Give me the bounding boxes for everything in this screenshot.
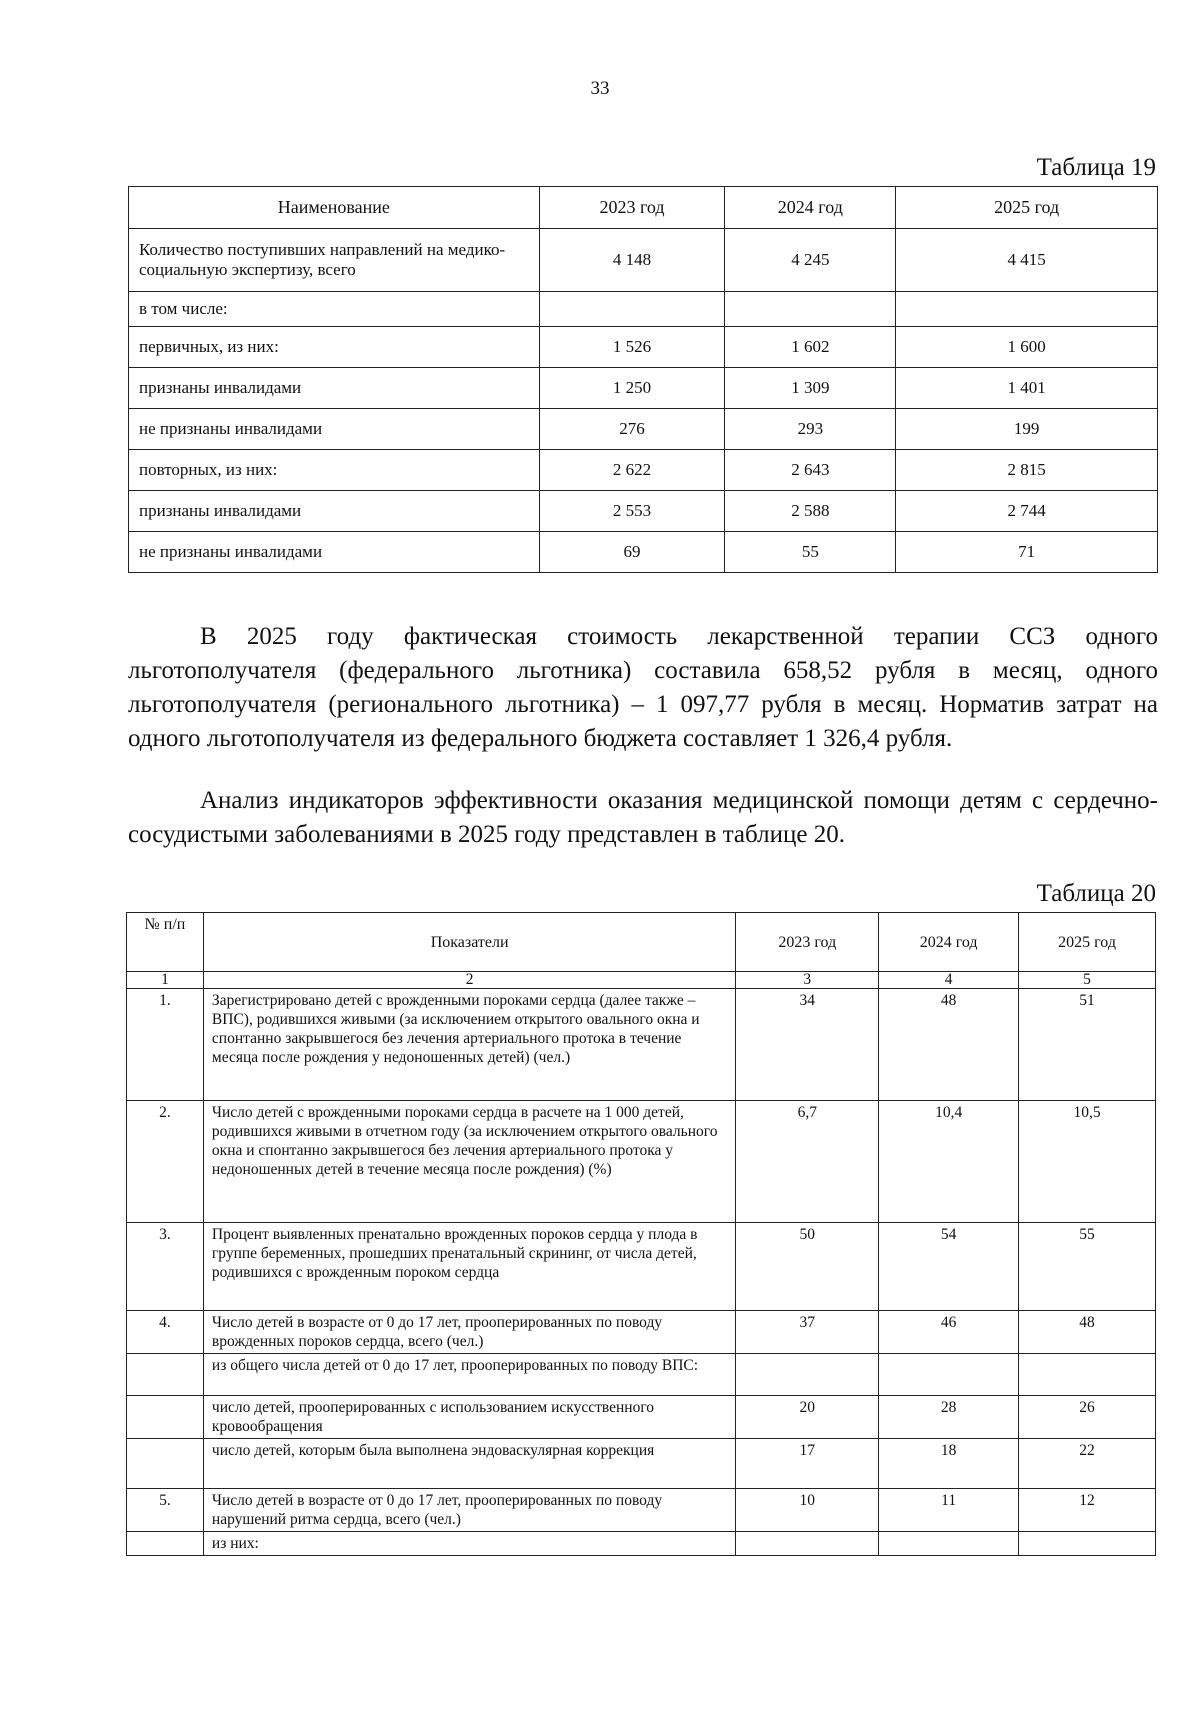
cell-2023 <box>539 292 725 327</box>
cell-2024: 55 <box>725 532 896 573</box>
cell-2025: 55 <box>1019 1223 1156 1311</box>
table-header-row <box>127 913 1156 972</box>
cell-2023 <box>736 1532 879 1556</box>
table-row <box>127 989 1156 1101</box>
cell-2025: 26 <box>1019 1396 1156 1439</box>
row-label: первичных, из них: <box>129 327 540 368</box>
cell-2023: 1 526 <box>539 327 725 368</box>
cell-2024: 2 643 <box>725 450 896 491</box>
header-2023: 2023 год <box>736 913 879 972</box>
table-header-row <box>129 187 1158 229</box>
header-2025: 2025 год <box>896 187 1158 229</box>
cell-2023: 34 <box>736 989 879 1101</box>
row-number: 1. <box>127 989 204 1101</box>
cell-2023: 37 <box>736 1311 879 1354</box>
cell-2023: 1 250 <box>539 368 725 409</box>
header-2023: 2023 год <box>539 187 725 229</box>
cell-2023: 2 622 <box>539 450 725 491</box>
cell-2023: 17 <box>736 1439 879 1489</box>
row-indicator: Число детей в возрасте от 0 до 17 лет, прооперированных по поводу нарушений ритма сердца, всего (чел.) <box>203 1489 735 1532</box>
table-row <box>127 1532 1156 1556</box>
cell-2025 <box>896 292 1158 327</box>
row-indicator: число детей, которым была выполнена эндоваскулярная коррекция <box>203 1439 735 1489</box>
row-indicator: Зарегистрировано детей с врожденными пороками сердца (далее также – ВПС), родившихся живыми (за исключением открытого овального окна и спонтанно закрывшегося без лечения артериального протока в течение месяца после рождения у недоношенных детей) (чел.) <box>203 989 735 1101</box>
row-label: не признаны инвалидами <box>129 409 540 450</box>
row-number <box>127 1439 204 1489</box>
cell-2023: 10 <box>736 1489 879 1532</box>
table-row <box>129 532 1158 573</box>
row-label: признаны инвалидами <box>129 491 540 532</box>
row-number: 4. <box>127 1311 204 1354</box>
row-indicator: Число детей в возрасте от 0 до 17 лет, прооперированных по поводу врожденных пороков сердца, всего (чел.) <box>203 1311 735 1354</box>
cell-2025 <box>1019 1354 1156 1396</box>
paragraph-drug-therapy-cost: В 2025 году фактическая стоимость лекарственной терапии ССЗ одного льготополучателя (федерального льготника) составила 658,52 рубля в месяц, одного льготополучателя (регионального льготника) – 1 097,77 рубля в месяц. Норматив затрат на одного льготополучателя из федерального бюджета составляет 1 326,4 рубля. <box>128 623 1158 752</box>
cell-2025: 71 <box>896 532 1158 573</box>
paragraph-indicators-intro: Анализ индикаторов эффективности оказания медицинской помощи детям с сердечно-сосудистыми заболеваниями в 2025 году представлен в таблице 20. <box>128 787 1158 848</box>
row-number <box>127 1354 204 1396</box>
column-index: 5 <box>1019 972 1156 989</box>
table-row <box>127 1101 1156 1223</box>
table-20-caption: Таблица 20 <box>1036 880 1156 907</box>
row-indicator: из общего числа детей от 0 до 17 лет, прооперированных по поводу ВПС: <box>203 1354 735 1396</box>
table-row <box>129 229 1158 292</box>
cell-2024: 48 <box>879 989 1019 1101</box>
cell-2025: 199 <box>896 409 1158 450</box>
cell-2025: 2 744 <box>896 491 1158 532</box>
table-row <box>129 368 1158 409</box>
row-number <box>127 1396 204 1439</box>
cell-2024: 2 588 <box>725 491 896 532</box>
row-label: Количество поступивших направлений на медико-социальную экспертизу, всего <box>129 229 540 292</box>
cell-2023: 20 <box>736 1396 879 1439</box>
cell-2024 <box>725 292 896 327</box>
cell-2025: 1 401 <box>896 368 1158 409</box>
cell-2024: 293 <box>725 409 896 450</box>
row-number: 5. <box>127 1489 204 1532</box>
cell-2023: 276 <box>539 409 725 450</box>
row-indicator: число детей, прооперированных с использованием искусственного кровообращения <box>203 1396 735 1439</box>
cell-2024: 54 <box>879 1223 1019 1311</box>
page-number: 33 <box>590 78 610 99</box>
row-indicator: Число детей с врожденными пороками сердца в расчете на 1 000 детей, родившихся живыми в отчетном году (за исключением открытого овального окна и спонтанно закрывшегося без лечения артериального протока у недоношенных детей в течение месяца после рождения) (%) <box>203 1101 735 1223</box>
cell-2025: 22 <box>1019 1439 1156 1489</box>
header-2024: 2024 год <box>725 187 896 229</box>
cell-2023: 69 <box>539 532 725 573</box>
cell-2024: 1 602 <box>725 327 896 368</box>
column-index: 3 <box>736 972 879 989</box>
table-20 <box>126 912 1156 1556</box>
table-row <box>127 1354 1156 1396</box>
cell-2023: 6,7 <box>736 1101 879 1223</box>
cell-2024 <box>879 1354 1019 1396</box>
header-number: № п/п <box>127 913 204 972</box>
row-number: 3. <box>127 1223 204 1311</box>
cell-2025: 4 415 <box>896 229 1158 292</box>
table-19 <box>128 186 1158 573</box>
cell-2024: 28 <box>879 1396 1019 1439</box>
cell-2024: 4 245 <box>725 229 896 292</box>
header-name: Наименование <box>129 187 540 229</box>
header-2024: 2024 год <box>879 913 1019 972</box>
table-row <box>129 409 1158 450</box>
cell-2024: 46 <box>879 1311 1019 1354</box>
column-index: 2 <box>203 972 735 989</box>
cell-2024: 1 309 <box>725 368 896 409</box>
cell-2024: 18 <box>879 1439 1019 1489</box>
row-label: в том числе: <box>129 292 540 327</box>
table-row <box>127 1489 1156 1532</box>
cell-2025: 1 600 <box>896 327 1158 368</box>
cell-2023 <box>736 1354 879 1396</box>
header-indicator: Показатели <box>203 913 735 972</box>
row-label: не признаны инвалидами <box>129 532 540 573</box>
cell-2025 <box>1019 1532 1156 1556</box>
row-indicator: из них: <box>203 1532 735 1556</box>
row-number <box>127 1532 204 1556</box>
column-index: 1 <box>127 972 204 989</box>
row-indicator: Процент выявленных пренатально врожденных пороков сердца у плода в группе беременных, прошедших пренатальный скрининг, от числа детей, родившихся с врожденным пороком сердца <box>203 1223 735 1311</box>
cell-2024 <box>879 1532 1019 1556</box>
row-label: повторных, из них: <box>129 450 540 491</box>
cell-2025: 48 <box>1019 1311 1156 1354</box>
row-number: 2. <box>127 1101 204 1223</box>
cell-2025: 51 <box>1019 989 1156 1101</box>
table-row <box>127 1396 1156 1439</box>
row-label: признаны инвалидами <box>129 368 540 409</box>
table-19-caption: Таблица 19 <box>1036 154 1156 181</box>
table-row <box>129 450 1158 491</box>
cell-2025: 12 <box>1019 1489 1156 1532</box>
table-row <box>129 327 1158 368</box>
header-2025: 2025 год <box>1019 913 1156 972</box>
cell-2024: 10,4 <box>879 1101 1019 1223</box>
table-row <box>127 1223 1156 1311</box>
cell-2025: 2 815 <box>896 450 1158 491</box>
table-row <box>127 1439 1156 1489</box>
column-index: 4 <box>879 972 1019 989</box>
cell-2023: 50 <box>736 1223 879 1311</box>
cell-2024: 11 <box>879 1489 1019 1532</box>
cell-2025: 10,5 <box>1019 1101 1156 1223</box>
table-row <box>127 1311 1156 1354</box>
table-row <box>129 491 1158 532</box>
column-index-row <box>127 972 1156 989</box>
table-row <box>129 292 1158 327</box>
cell-2023: 2 553 <box>539 491 725 532</box>
cell-2023: 4 148 <box>539 229 725 292</box>
